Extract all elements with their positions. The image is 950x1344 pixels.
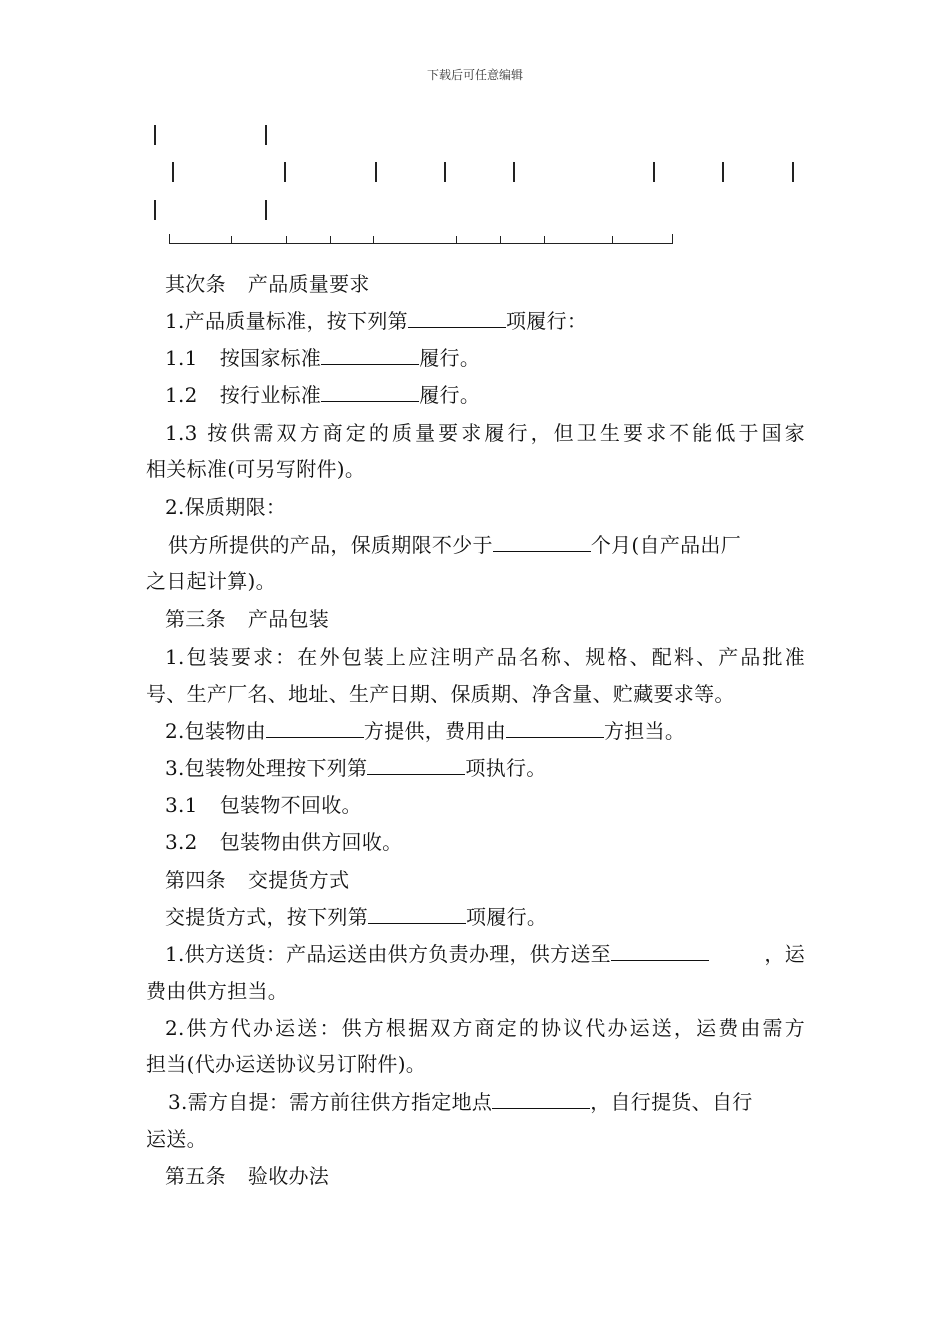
- article-3-heading: [165, 607, 829, 631]
- table-border: [265, 125, 267, 145]
- table-border: [612, 236, 613, 244]
- fill-blank[interactable]: [321, 383, 419, 402]
- clause-text: 履行。: [419, 346, 481, 370]
- table-border: [456, 236, 457, 244]
- clause-text: 包装物不回收。: [219, 793, 362, 817]
- clause-text: 按行业标准: [219, 383, 322, 407]
- table-border: [444, 162, 446, 182]
- article-5-subtitle: 验收办法: [247, 1164, 330, 1188]
- item-number: 3.1: [165, 793, 198, 817]
- table-border: [172, 162, 174, 182]
- article-2-title: 其次条: [165, 272, 226, 296]
- table-border: [513, 162, 515, 182]
- table-border: [231, 236, 232, 244]
- supplier-recycle-option: [165, 830, 829, 854]
- clause-text: ，自行提货、自行: [590, 1090, 753, 1114]
- table-border: [792, 162, 794, 182]
- table-border: [500, 236, 501, 244]
- supplier-delivery-cont: 费由供方担当。: [146, 979, 289, 1003]
- table-border: [722, 162, 724, 182]
- fill-blank[interactable]: [492, 1090, 590, 1109]
- article-3-title: 第三条: [165, 607, 226, 631]
- clause-text: 3.包装物处理按下列第: [165, 756, 368, 780]
- article-4-subtitle: 交提货方式: [247, 868, 350, 892]
- self-pickup-clause: [168, 1090, 805, 1114]
- packaging-disposal-clause: [165, 756, 829, 780]
- article-4-title: 第四条: [165, 868, 226, 892]
- fill-blank[interactable]: [408, 309, 506, 328]
- shelf-life-cont: 之日起计算)。: [146, 569, 276, 593]
- quality-standard-clause: [165, 309, 829, 333]
- clause-text: 按国家标准: [219, 346, 322, 370]
- national-standard-option: [165, 346, 829, 370]
- clause-text: 个月(自产品出厂: [590, 533, 742, 557]
- negotiated-standard-cont: 相关标准(可另写附件)。: [146, 457, 366, 481]
- agent-shipping-cont: 担当(代办运送协议另订附件)。: [146, 1052, 427, 1076]
- table-border: [284, 162, 286, 182]
- fill-blank[interactable]: [266, 719, 364, 738]
- clause-text: 按供需双方商定的质量要求履行，但卫生要求不能低于国家: [207, 421, 805, 445]
- clause-text: 项履行。: [466, 905, 548, 929]
- clause-text: 供方所提供的产品，保质期限不少于: [168, 533, 493, 557]
- shelf-life-clause: [168, 533, 808, 557]
- article-4-heading: [165, 868, 829, 892]
- table-border: [265, 200, 267, 220]
- clause-text: 包装物由供方回收。: [219, 830, 403, 854]
- no-recycle-option: [165, 793, 829, 817]
- negotiated-standard-option: [165, 421, 805, 445]
- packaging-requirement-cont: 号、生产厂名、地址、生产日期、保质期、净含量、贮藏要求等。: [146, 682, 735, 706]
- table-border: [330, 236, 331, 244]
- industry-standard-option: [165, 383, 829, 407]
- clause-text: 方担当。: [604, 719, 686, 743]
- table-border: [375, 162, 377, 182]
- packaging-supply-clause: [165, 719, 829, 743]
- clause-text: 3.需方自提：需方前往供方指定地点: [168, 1090, 493, 1114]
- table-border: [653, 162, 655, 182]
- supplier-delivery-clause: [165, 942, 805, 966]
- article-2-heading: [165, 272, 829, 296]
- clause-text: ，运: [764, 942, 805, 966]
- clause-text: 项履行：: [505, 309, 588, 333]
- article-2-subtitle: 产品质量要求: [247, 272, 370, 296]
- article-3-subtitle: 产品包装: [247, 607, 330, 631]
- clause-text: 1.产品质量标准，按下列第: [165, 309, 408, 333]
- clause-text: 2.包装物由: [165, 719, 266, 743]
- fill-blank[interactable]: [611, 942, 709, 961]
- article-5-title: 第五条: [165, 1164, 226, 1188]
- table-border: [154, 125, 156, 145]
- table-border: [286, 236, 287, 244]
- table-bottom-border: [169, 243, 673, 244]
- shelf-life-heading: 2.保质期限：: [165, 495, 287, 519]
- clause-text: 1.供方送货：产品运送由供方负责办理，供方送至: [165, 942, 611, 966]
- fill-blank[interactable]: [506, 719, 604, 738]
- packaging-requirement: 1.包装要求：在外包装上应注明产品名称、规格、配料、产品批准: [165, 645, 805, 669]
- fill-blank[interactable]: [368, 905, 466, 924]
- clause-text: 方提供，费用由: [363, 719, 506, 743]
- table-border: [544, 236, 545, 244]
- table-border: [154, 200, 156, 220]
- item-number: 1.1: [165, 346, 198, 370]
- item-number: 1.2: [165, 383, 198, 407]
- clause-text: 履行。: [419, 383, 481, 407]
- table-border: [373, 236, 374, 244]
- fill-blank[interactable]: [493, 533, 591, 552]
- page-header: 下载后可任意编辑: [426, 68, 523, 82]
- table-border: [169, 234, 170, 244]
- self-pickup-cont: 运送。: [146, 1127, 207, 1151]
- table-border: [672, 234, 673, 244]
- item-number: 1.3: [165, 421, 198, 445]
- item-number: 3.2: [165, 830, 198, 854]
- fill-blank[interactable]: [321, 346, 419, 365]
- fill-blank[interactable]: [367, 756, 465, 775]
- clause-text: 项执行。: [465, 756, 547, 780]
- clause-text: 交提货方式，按下列第: [165, 905, 368, 929]
- agent-shipping-clause: 2.供方代办运送：供方根据双方商定的协议代办运送，运费由需方: [165, 1016, 805, 1040]
- article-5-heading: [165, 1164, 829, 1188]
- delivery-method-intro: [165, 905, 829, 929]
